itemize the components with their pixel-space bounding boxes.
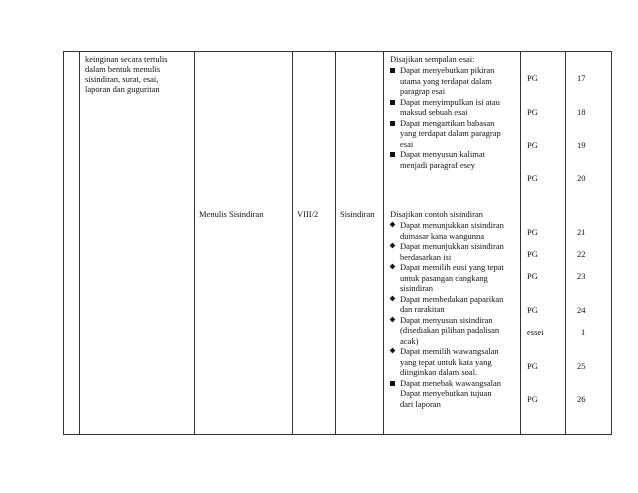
material-cell [195,52,293,435]
question-number: 26 [577,394,586,404]
competency-line: keinginan secara tertulis [85,54,168,64]
list-item: Dapat mengartikan babasan yang terdapat dalam paragrap esai [388,118,516,150]
form-value: PG [527,173,538,183]
list-item: Dapat menunjukkan sisindiran berdasarkan isi [388,241,516,262]
list-item: Dapat menunjukkan sisindiran dumasar kana wangunna [388,220,516,241]
list-item: Dapat menyusun kalimat menjadi paragraf esey [388,149,516,170]
list-item: Dapat menyebutkan pikiran utama yang terdapat dalam paragrap esai [388,65,516,97]
list-item: Dapat menyimpulkan isi atau maksud sebuah esai [388,97,516,118]
indicator-cell [384,52,521,435]
kisi-kisi-table [63,51,612,435]
class-cell [293,52,336,435]
table-row [64,52,612,435]
list-item: Dapat memilih wawangsalan yang tepat untuk kata yang diinginkan dalam soal. [388,346,516,378]
question-number: 23 [577,271,586,281]
competency-cell [80,52,195,435]
question-number: 20 [577,173,586,183]
question-number: 22 [577,249,586,259]
question-number: 17 [577,73,586,83]
number-cell [64,52,80,435]
class-semester-text: VIII/2 [297,209,319,219]
list-item: Dapat menyusun sisindiran (disediakan pilihan padalisan acak) [388,315,516,347]
section2-intro: Disajikan contoh sisindiran [390,209,484,219]
section1-list [388,65,516,170]
list-item: Dapat membedakan paparikan dan rarakitan [388,294,516,315]
question-number: 24 [577,305,586,315]
topic-text: Sisindiran [340,209,375,219]
question-number-cell [566,52,612,435]
question-number: 18 [577,107,586,117]
question-number: 21 [577,227,586,237]
form-value: PG [527,107,538,117]
list-item: Dapat menebak wawangsalan Dapat menyebutkan tujuan dari laporan [388,378,516,410]
form-value: PG [527,394,538,404]
form-cell [521,52,566,435]
form-value: PG [527,140,538,150]
competency-line: sisindiran, surat, esai, [85,74,159,84]
question-number: 1 [581,327,586,337]
form-value: PG [527,249,538,259]
section2-list [388,220,516,409]
topic-cell [336,52,384,435]
competency-line: laporan dan guguritan [85,84,160,94]
competency-line: dalam bentuk menulis [85,64,161,74]
form-value: PG [527,73,538,83]
question-number: 19 [577,140,586,150]
form-value: essei [527,327,544,337]
form-value: PG [527,227,538,237]
form-value: PG [527,305,538,315]
material-text: Menulis Sisindiran [199,209,264,219]
form-value: PG [527,361,538,371]
list-item: Dapat memilih eusi yang tepat untuk pasangan cangkang sisindiran [388,262,516,294]
section1-intro: Disajikan sempalan esai: [390,54,475,64]
form-value: PG [527,271,538,281]
question-number: 25 [577,361,586,371]
